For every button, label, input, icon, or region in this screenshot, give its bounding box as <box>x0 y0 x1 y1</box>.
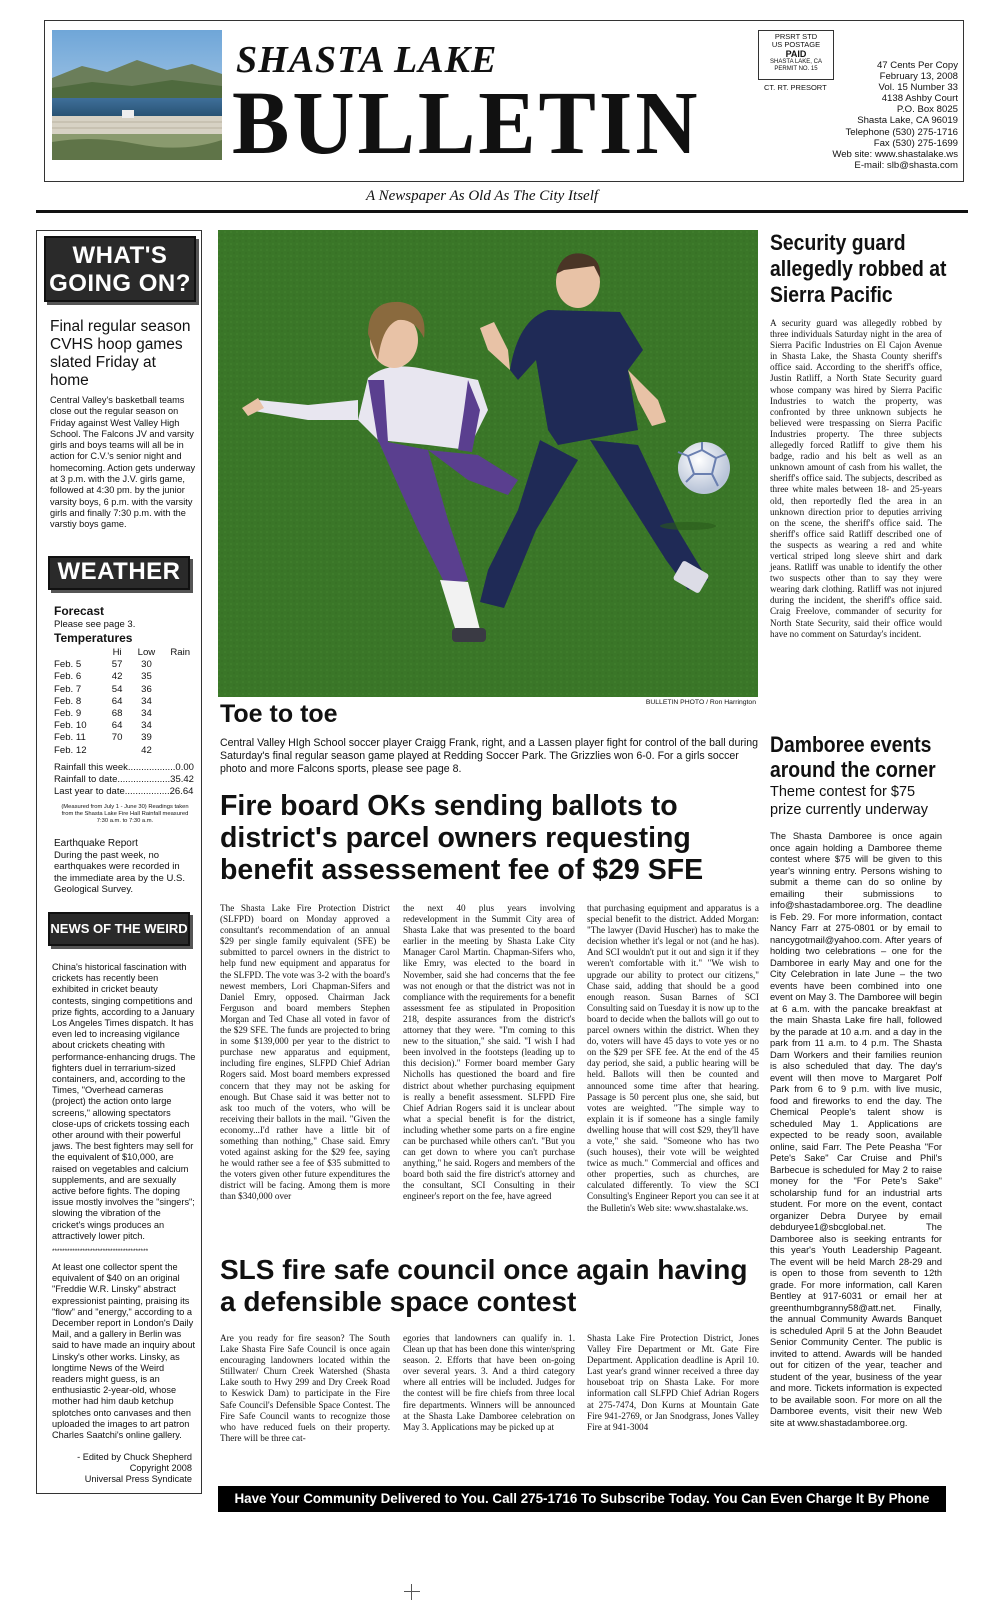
masthead-title-top: SHASTA LAKE <box>236 39 498 81</box>
weird-credit-syndicate: Universal Press Syndicate <box>84 1474 192 1484</box>
security-headline: Security guard allegedly robbed at Sierra Pacific <box>770 230 947 307</box>
temperature-cell-d: Feb. 7 <box>54 683 82 695</box>
registration-mark <box>404 1584 420 1600</box>
temperature-cell-low: 34 <box>141 708 152 720</box>
temperature-row <box>54 671 198 683</box>
temperature-cell-rain <box>162 708 198 720</box>
temperature-cell-rain <box>162 659 198 671</box>
damboree-subhead: Theme contest for $75 prize currently underway <box>770 784 928 818</box>
fire-board-headline: Fire board OKs sending ballots to district's parcel owners requesting benefit assessement fee of $29 SFE <box>220 790 704 886</box>
rainfall-to-date: Rainfall to date....................35.42 <box>54 774 194 786</box>
temperature-cell-hi: 68 <box>111 708 123 720</box>
temperature-cell-low: 34 <box>141 695 152 707</box>
temperature-cell-rain <box>162 732 198 744</box>
fire-safe-col1: Are you ready for fire season? The South Lake Shasta Fire Safe Council is once again encouraging landowners located within the Stillwater/ Churn Creek Watershed (Shasta Lake south to Hwy 299 and Dry Creek Road to Keswick Dam) to participate in the Fire Safe Council's Defensible Space Contest. The Fire Safe Council wants to recognize those who have reduced fuels on their property. There will be three cat- <box>220 1333 390 1443</box>
fire-safe-col2: egories that landowners can qualify in. 1. Clean up that has been done this winter/spring season. 2. Efforts that have been on-going over several years. 3. And a third category where all entries will be included. Judges for the contest will be fire chiefs from three local fire departments. Winners will be announced at the Shasta Lake Damboree celebration on May 3. Applications may be picked up at <box>403 1333 575 1432</box>
temperature-cell-rain <box>162 671 198 683</box>
masthead-info <box>790 60 958 171</box>
security-body: A security guard was allegedly robbed by three individuals Saturday night in the area of Sierra Pacific Industries on El Cajon Avenue in Shasta Lake, the Shasta County sheriff's office said. According to the sheriff's office, Justin Ratliff, a North State Security guard whose company was hired by Sierra Pacific Industries to watch the property, was confronted by three unknown subjects he believed were trespassing on Sierra Pacific Industries property. The three subjects allegedly forced Ratliff to give them his badge, radio and his belt as well as an unknown amount of cash from his wallet, the sheriff's office said. The subjects, described as three white males between 18- and 25-years old, then reportedly fled the area in an unknown direction prior to deputies arriving on the scene, the sheriff's office said. The sheriff's office said Ratliff described one of the suspects as wearing a red and white vertical striped long sleeve shirt and dark jeans. Ratliff was unable to identify the other two suspects other than to say they were wearing dark clothing. Ratliff was not injured during the incident, the sheriff's office said. Craig Freelove, commander of security for North State Security, said their office would have no comment on Saturday's incident. <box>770 318 942 639</box>
col-rain: Rain <box>170 647 191 658</box>
temperature-cell-d: Feb. 12 <box>54 744 87 756</box>
weather-badge: WEATHER <box>48 556 190 590</box>
temperature-cell-low: 39 <box>141 732 152 744</box>
issue-date: February 13, 2008 <box>879 71 958 83</box>
weird-credits <box>52 1452 192 1485</box>
badge-line1: WHAT'S <box>72 242 168 269</box>
temperature-cell-d: Feb. 9 <box>54 708 82 720</box>
postage-line3: PAID <box>785 49 807 60</box>
temperature-row <box>54 745 198 757</box>
postage-line2: US POSTAGE <box>771 40 821 50</box>
temperature-cell-rain <box>162 745 198 757</box>
masthead-title-main: BULLETIN <box>232 72 701 173</box>
temperature-row <box>54 659 198 671</box>
address2: P.O. Box 8025 <box>896 104 958 116</box>
temperature-cell-d: Feb. 6 <box>54 671 82 683</box>
postage-line5: PERMIT NO. 15 <box>774 66 818 73</box>
temperatures-label: Temperatures <box>54 631 133 645</box>
postage-line1: PRSRT STD <box>774 32 818 41</box>
weird-body-1: China's historical fascination with crickets has recently been exhibited in cricket beauty contests, singing competitions and prize fights, according to a January Los Angeles Times dispatch. It has even led to increasing vigilance about crickets cheating with performance-enhancing drugs. The fighters duel in terrarium-sized containers, and, according to the Times, "Overhead cameras (project) the action onto large screens," allowing spectators close-ups of crickets tossing each other around with their powerful jaws. The best fighters may sell for the equivalent of $10,000, are raised on vegetables and calcium supplements, and are sexually active before fights. The doping issue mostly involves the "singers"; slowing the vibration of the cricket's wings produces an attractively lower pitch. <box>52 962 196 1241</box>
fire-board-col3: that purchasing equipment and apparatus is a special benefit to the district. Added Morgan: "The lawyer (David Huscher) has to make the decision whether it's legal or not (and he has). And SCI wouldn't put it out and sign it if they weren't comfortable with it." "We wish to upgrade our ability to protect our citizens," Chase said, adding that should be a good enough reason. Susan Barnes of SCI Consulting said on Tuesday it is now up to the board to decide when the ballots will go out to parcel owners within the district. When they do, voters will have 45 days to vote yes or no on the $29 per SFE fee. At the end of the 45 day period, she said, a public hearing will be held. Ballots will then be counted and announced some time after that hearing. Passage is 50 percent plus one, she said, but votes are weighted. "The simple way to explain it is if someone has a single family dwelling house that will cost $29, they'll have a vote," she said. "Someone who has two (such houses), their vote will be weighted twice as much." Commercial and offices and other properties, such as churches, are calculated differently. To view the SCI Consulting's Engineer Report you can see it at the Bulletin's Web site: www.shastalake.ws. <box>587 903 759 1213</box>
temperature-cell-hi: 57 <box>111 659 123 671</box>
temperature-cell-low: 34 <box>141 720 152 732</box>
damboree-headline: Damboree events around the corner <box>770 732 936 782</box>
wgo-headline: Final regular season CVHS hoop games slated Friday at home <box>50 318 191 389</box>
fire-safe-col3: Shasta Lake Fire Protection District, Jones Valley Fire Department or Mt. Gate Fire Department. Application deadline is April 10. Last year's grand winner received a three day houseboat trip on Shasta Lake. For more information call SLFPD Chief Adrian Rogers at 275-7474, Don Kurns at Mountain Gate Fire 941-2769, or Jan Snodgrass, Jones Valley Fire at 941-3004 <box>587 1333 759 1432</box>
masthead-rule <box>36 210 968 213</box>
fire-safe-headline: SLS fire safe council once again having a defensible space contest <box>220 1254 748 1317</box>
soccer-photo <box>218 230 758 697</box>
temperature-cell-low: 42 <box>141 744 152 756</box>
weird-body-2: At least one collector spent the equivalent of $40 on an original "Freddie W.R. Linsky" abstract expressionist painting, praising its "flow" and "energy," according to a December report in London's Daily Mail, and a gallery in Berlin was said to have made an inquiry about Linsky's other works. Linsky, as longtime News of the Weird readers might guess, is an enthusiastic 2-year-old, whose mother had him daub ketchup splotches onto canvases and then uploaded the images to art patron Charles Saatchi's online gallery. <box>52 1262 196 1441</box>
volume: Vol. 15 Number 33 <box>878 82 958 94</box>
forecast-note: Please see page 3. <box>54 619 136 630</box>
temperature-cell-rain <box>162 684 198 696</box>
weird-separator: ************************************** <box>52 1248 149 1255</box>
temperature-cell-d: Feb. 10 <box>54 720 87 732</box>
news-of-the-weird-badge: NEWS OF THE WEIRD <box>48 912 190 946</box>
rainfall-week: Rainfall this week..................0.00 <box>54 762 194 773</box>
temperature-cell-hi: 64 <box>111 720 123 732</box>
temperature-table <box>54 647 198 757</box>
col-low: Low <box>137 647 156 658</box>
address1: 4138 Ashby Court <box>881 93 958 105</box>
temperature-cell-rain <box>162 720 198 732</box>
forecast-label: Forecast <box>54 604 105 618</box>
postage-line4: SHASTA LAKE, CA <box>770 59 822 66</box>
weird-credit-copyright: Copyright 2008 <box>129 1463 192 1473</box>
temperature-cell-low: 36 <box>141 683 152 695</box>
temperature-cell-hi: 70 <box>111 732 123 744</box>
temperature-row <box>54 684 198 696</box>
temperature-cell-low: 35 <box>141 671 152 683</box>
photo-headline: Toe to toe <box>220 700 338 728</box>
fire-board-col1: The Shasta Lake Fire Protection District (SLFPD) board on Monday approved a consultant's recommendation of an annual $29 per single family equivalent (SFE) be submitted to parcel owners in the district to help fund new equipment and apparatus for the SLFPD. The vote was 3-2 with the board's newest members, Lori Chapman-Sifers and Daniel Emry, opposed. Chairman Jack Ferguson and board members Stephen Morgan and Ted Chase all voted in favor of the $29 SFE. The funds are projected to bring in some $139,000 per year to the district to purchase new apparatus and equipment, including fire engines, SLFPD Chief Adrian Rogers said. Most board members expressed concern that they may not be asking for enough. But Chase said it was better not to ask too much of the voters, who will be receiving their ballots in the mail. "Given the economy...I'd rather have a little bit of something than nothing," Chase said. Emry voted against asking for the $29 fee, saying he would rather see a fee of $35 submitted to the voters given other future expenditures the district will be facing. Among them is more than $340,000 over <box>220 903 390 1202</box>
temperature-cell-hi: 42 <box>111 671 123 683</box>
temperature-row <box>54 732 198 744</box>
temperature-row <box>54 708 198 720</box>
masthead-photo <box>52 30 222 160</box>
temperature-cell-d: Feb. 5 <box>54 659 82 671</box>
postage-line6: CT. RT. PRESORT <box>764 83 827 92</box>
photo-credit: BULLETIN PHOTO / Ron Harrington <box>645 699 756 706</box>
temperature-header <box>54 647 198 659</box>
price: 47 Cents Per Copy <box>876 60 958 71</box>
website: Web site: www.shastalake.ws <box>832 148 958 160</box>
subscribe-banner: Have Your Community Delivered to You. Call 275-1716 To Subscribe Today. You Can Even Charge It By Phone <box>218 1486 946 1512</box>
temperature-row <box>54 696 198 708</box>
fire-board-col2: the next 40 plus years involving redevelopment in the Summit City area of Shasta Lake that was presented to the board earlier in the meeting by Shasta Lake City Manager Carol Martin. Chapman-Sifers who, like Emry, was elected to the board in November, said she had concerns that the fee was not enough or that the district was not in compliance with the requirements for a benefit assessment fee as stipulated in Proposition 218, despite assurances from the district's attorney that they were. "I'm coming to this new to the situation," she said. "I wish I had been involved in the footsteps (leading up to this decision)." Former board member Gary Nicholls has questioned the board and fire district about whether purchasing equipment is really a benefit assessment. SLFPD Fire Chief Adrian Rogers said it is unclear about what a special benefit is for the district, including whether some parts on a fire engine can be purchased while others can't. "But you can get down to where you can't purchase anything," he said. Rogers and members of the board both said the fire district's attorney and the consultant, SCI Consulting in their engineer's report on the fee, have agreed <box>403 903 575 1202</box>
telephone: Telephone (530) 275-1716 <box>845 126 958 138</box>
temperature-cell-hi <box>104 745 131 757</box>
fax: Fax (530) 275-1699 <box>873 137 958 149</box>
rainfall-summary <box>54 762 194 799</box>
temperature-cell-d: Feb. 8 <box>54 695 82 707</box>
temperature-cell-d: Feb. 11 <box>54 732 86 744</box>
col-hi: Hi <box>112 647 122 658</box>
damboree-body: The Shasta Damboree is once again once again holding a Damboree theme contest where $75 will be given to this year's winning entry. Persons wishing to submit a theme can do so online by emailing their submissions to info@shastadamboree.org. The deadline is Feb. 29. For more information, contact Nancy Farr at 275-0801 or by email to nancygotmail@yahoo.com. After years of holding two celebrations – one for the Damboree in early May and one for the City Celebration in late June – the two events have been combined into one event on May 3. The Damboree will begin at 6 a.m. with the pancake breakfast at the main Shasta Lake fire hall, followed by the parade at 10 a.m. and a day in the park from 11 a.m. to 4 p.m. The Shasta Dam Workers and their families reunion is also scheduled that day. The day's event will then move to Margaret Polf Park from 6 to 9 p.m. with live music, food and fireworks to end the day. The Chemical People's talent show is scheduled May 1. Applications are expected to be ready soon, available online, said Farr. The Pete Peasha "For Pete's Sake" Car Cruise and Phil's Barbecue is scheduled for May 2 to raise money for the "For Pete's Sake" scholarship fund for an industrial arts student. For more on the event, contact organizer Debra Duryee by email debduryee1@sbcglobal.net. The Damboree also is seeking entrants for this year's Youth Leadership Pageant. The event will be held March 28-29 and is open to those from seventh to 12th grade. For more information, call Karen Bentley at 917-6031 or email her at greenthumbgranny58@att.net. Finally, the annual Community Awards Banquet is scheduled April 5 at the John Beaudet Senior Community Center. The public is invited to attend. Awards will be handed out for citizen of the year, teacher and student of the year, business of the year and more. Tickets information is expected to be available soon. For more on all the Damboree events, visit their new Web site at www.shastadamboree.org. <box>770 831 942 1428</box>
earthquake-label: Earthquake Report <box>54 838 138 849</box>
tagline: A Newspaper As Old As The City Itself <box>365 188 599 204</box>
earthquake-body: During the past week, no earthquakes were recorded in the immediate area by the U.S. Geological Survey. <box>54 850 185 896</box>
email: E-mail: slb@shasta.com <box>854 159 958 171</box>
whats-going-on-badge <box>44 236 196 302</box>
badge-line2: GOING ON? <box>49 270 191 297</box>
temperature-cell-rain <box>162 696 198 708</box>
temperature-cell-hi: 64 <box>111 695 123 707</box>
temperature-cell-low: 30 <box>141 659 152 671</box>
photo-caption: Central Valley HIgh School soccer player Craigg Frank, right, and a Lassen player fight for control of the ball during Saturday's final regular season game played at Redding Soccer Park. The Grizzlies won 6-0. For a girls soccer photo and more Falcons sports, please see page 8. <box>220 737 759 775</box>
temperature-row <box>54 720 198 732</box>
city: Shasta Lake, CA 96019 <box>857 115 958 127</box>
wgo-body: Central Valley's basketball teams close out the regular season on Friday against West Valley High School. The Falcons JV and varsity girls and boys teams will all be in action for C.V.'s senior night and homecoming. Action gets underway at 3 p.m. with the J.V. girls game, followed at 4:30 pm. by the junior varsity boys, 6 p.m. with the varsity girls and finally 7:30 p.m. with the varstiy boys game. <box>50 395 196 530</box>
weird-credit-editor: - Edited by Chuck Shepherd <box>77 1452 192 1462</box>
measured-note: (Measured from July 1 - June 30) Readings taken from the Shasta Lake Fire Hall Rainfall measured 7:30 a.m. to 7:30 a.m. <box>61 804 189 824</box>
temperature-cell-hi: 54 <box>111 683 123 695</box>
rainfall-last-year: Last year to date.................26.64 <box>54 786 194 798</box>
